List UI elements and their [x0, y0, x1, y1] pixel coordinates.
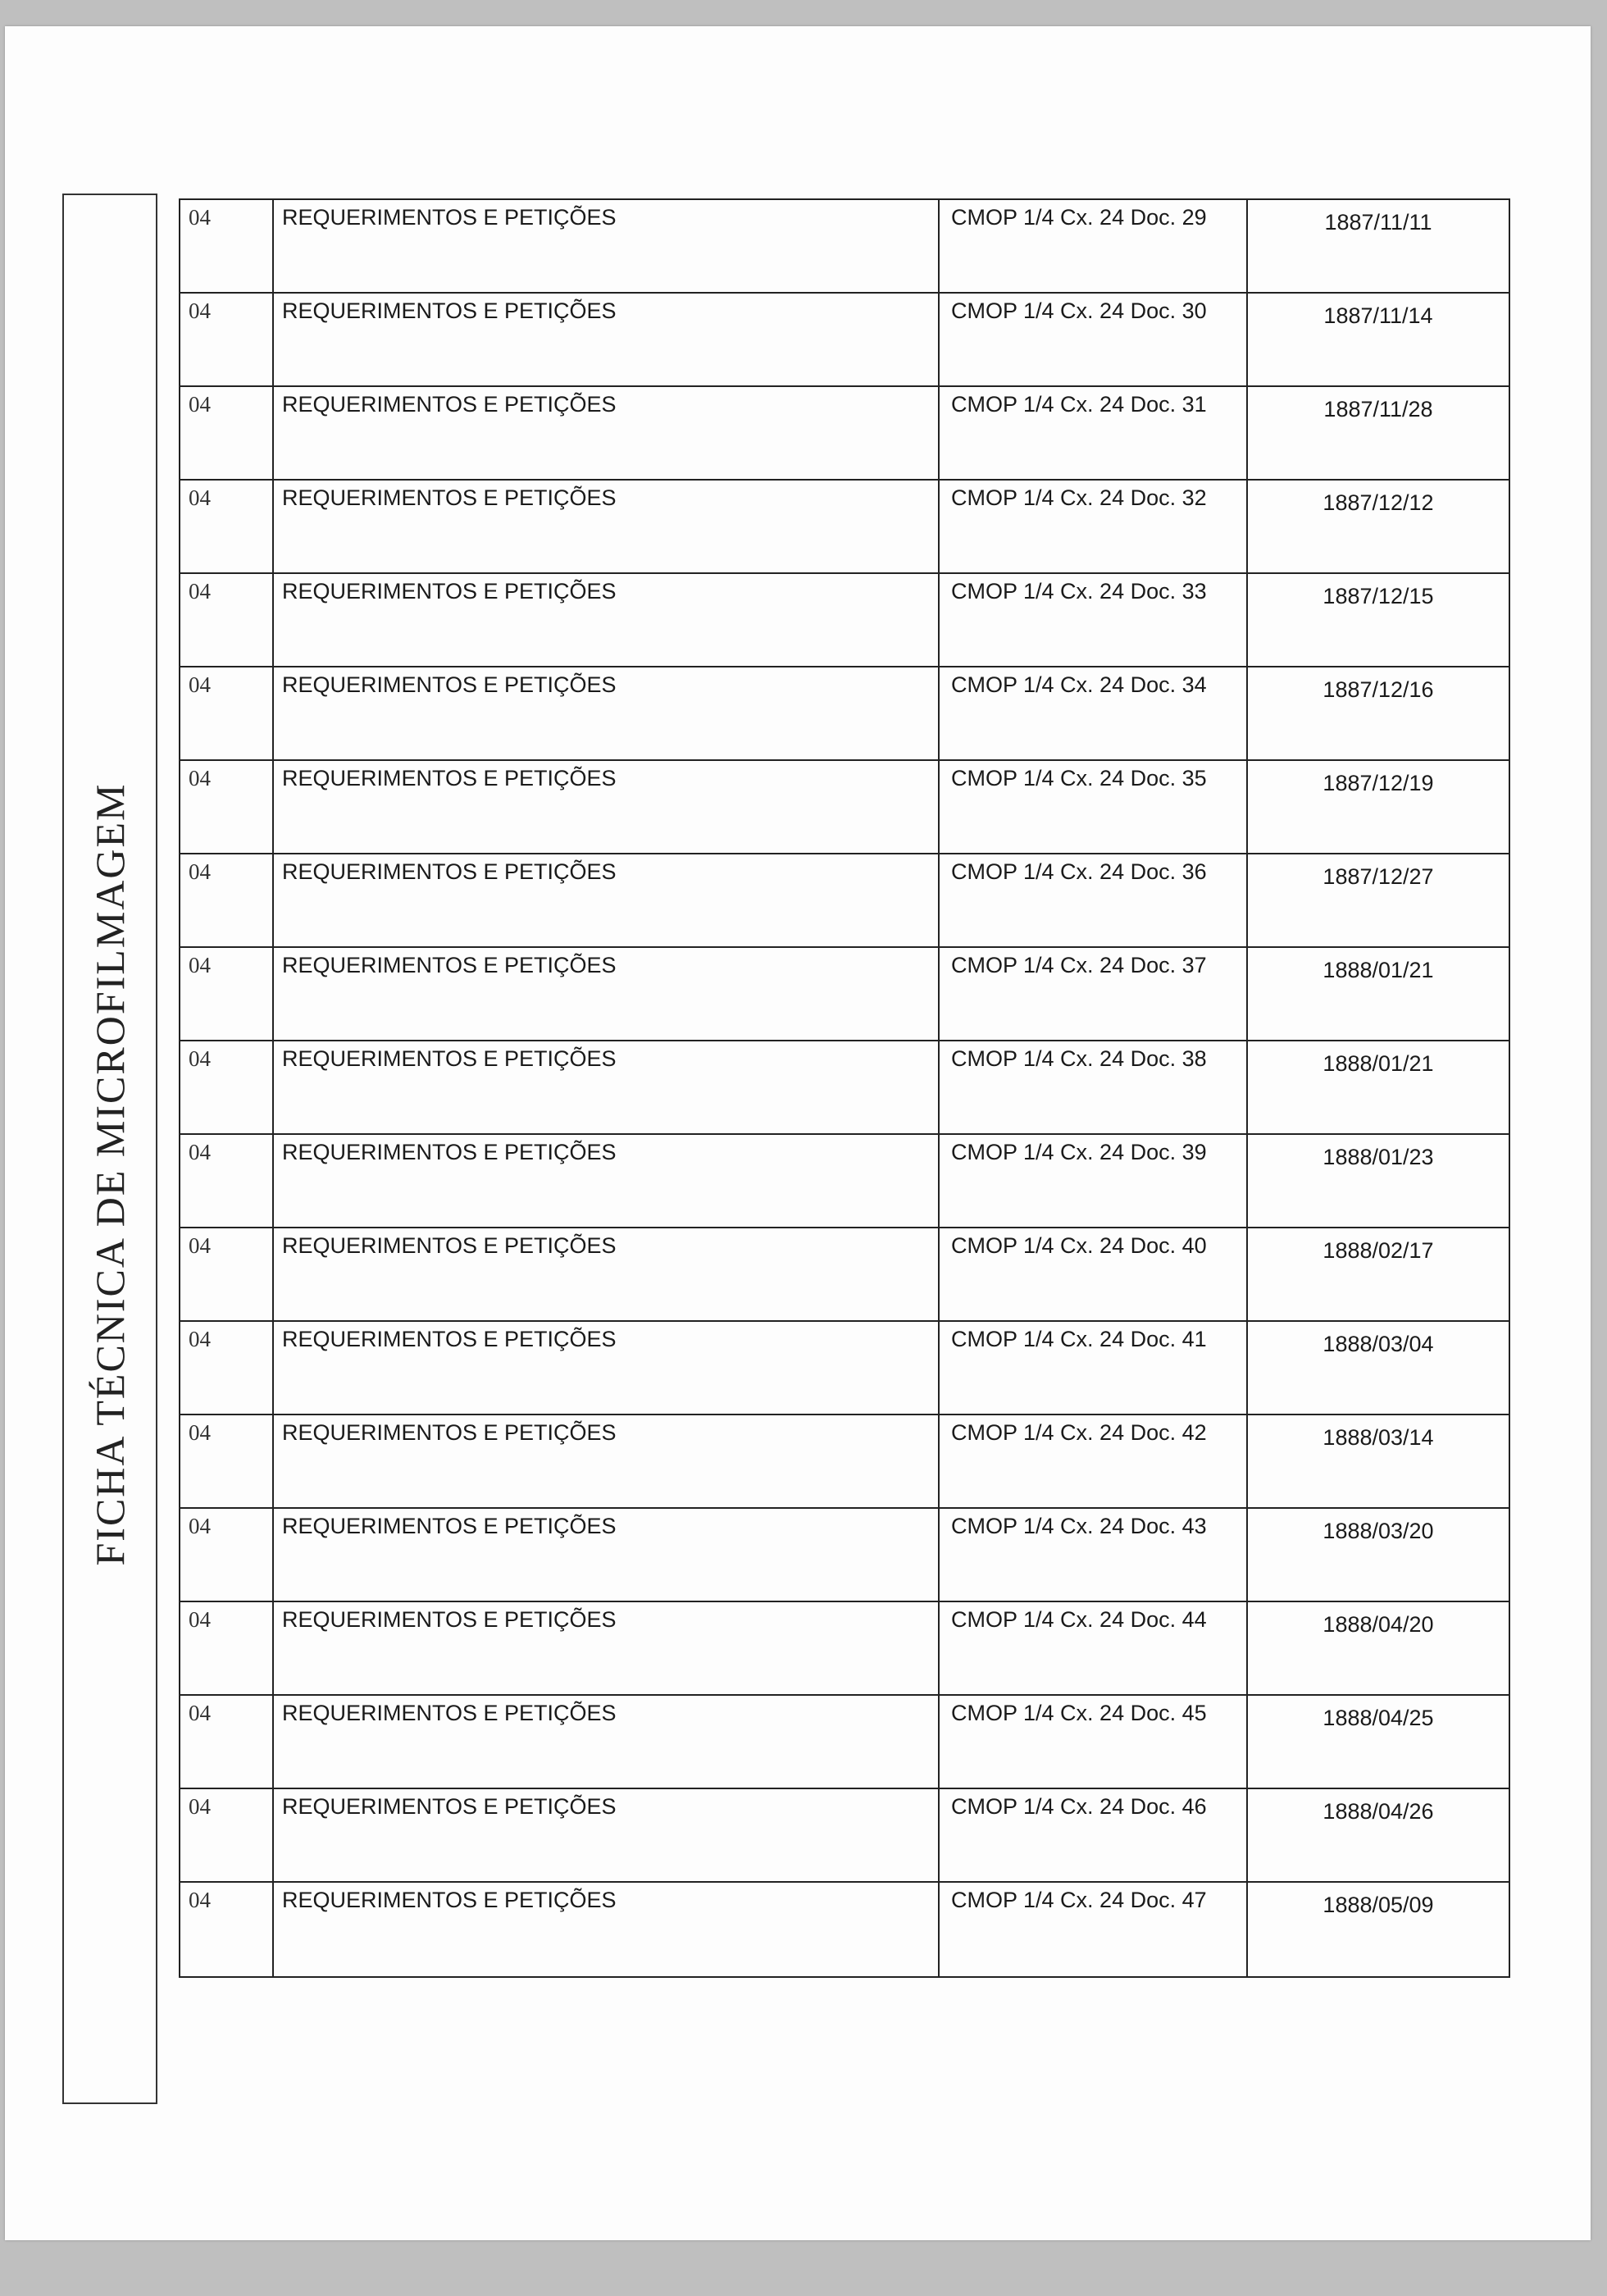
date-cell: 1887/12/27: [1322, 864, 1434, 889]
document-page: [5, 26, 1591, 2240]
series-cell: 04: [180, 481, 274, 572]
reference-cell: CMOP 1/4 Cx. 24 Doc. 40: [940, 1228, 1248, 1320]
table-row: [180, 1322, 1509, 1415]
date-cell: 1888/03/20: [1322, 1519, 1434, 1543]
date-cell: 1888/03/14: [1322, 1425, 1434, 1450]
table-row: [180, 761, 1509, 854]
series-cell: 04: [180, 854, 274, 946]
table-row: [180, 481, 1509, 574]
title-cell: REQUERIMENTOS E PETIÇÕES: [274, 1883, 940, 1976]
title-cell: REQUERIMENTOS E PETIÇÕES: [274, 1602, 940, 1694]
date-cell: 1888/04/25: [1322, 1706, 1434, 1730]
series-cell: 04: [180, 1509, 274, 1601]
series-cell: 04: [180, 1322, 274, 1414]
date-cell: 1888/04/26: [1322, 1799, 1434, 1824]
series-cell: 04: [180, 574, 274, 666]
reference-cell: CMOP 1/4 Cx. 24 Doc. 36: [940, 854, 1248, 946]
title-cell: REQUERIMENTOS E PETIÇÕES: [274, 761, 940, 853]
table-row: [180, 1415, 1509, 1509]
table-row: [180, 667, 1509, 761]
series-cell: 04: [180, 1696, 274, 1788]
table-row: [180, 1602, 1509, 1696]
title-cell: REQUERIMENTOS E PETIÇÕES: [274, 1322, 940, 1414]
records-table: [179, 198, 1510, 1978]
series-cell: 04: [180, 761, 274, 853]
reference-cell: CMOP 1/4 Cx. 24 Doc. 35: [940, 761, 1248, 853]
table-row: [180, 1228, 1509, 1322]
title-cell: REQUERIMENTOS E PETIÇÕES: [274, 1135, 940, 1227]
series-cell: 04: [180, 1041, 274, 1133]
table-row: [180, 1509, 1509, 1602]
table-row: [180, 387, 1509, 481]
date-cell: 1887/12/12: [1322, 490, 1434, 515]
table-row: [180, 854, 1509, 948]
table-row: [180, 574, 1509, 667]
date-cell: 1887/11/28: [1323, 397, 1433, 421]
reference-cell: CMOP 1/4 Cx. 24 Doc. 31: [940, 387, 1248, 479]
reference-cell: CMOP 1/4 Cx. 24 Doc. 45: [940, 1696, 1248, 1788]
date-cell: 1888/03/04: [1322, 1332, 1434, 1356]
reference-cell: CMOP 1/4 Cx. 24 Doc. 34: [940, 667, 1248, 759]
table-row: [180, 1789, 1509, 1883]
series-cell: 04: [180, 1228, 274, 1320]
reference-cell: CMOP 1/4 Cx. 24 Doc. 32: [940, 481, 1248, 572]
title-cell: REQUERIMENTOS E PETIÇÕES: [274, 1228, 940, 1320]
date-cell: 1887/11/11: [1324, 210, 1432, 235]
date-cell: 1888/04/20: [1322, 1612, 1434, 1637]
reference-cell: CMOP 1/4 Cx. 24 Doc. 39: [940, 1135, 1248, 1227]
title-cell: REQUERIMENTOS E PETIÇÕES: [274, 1415, 940, 1507]
table-row: [180, 1883, 1509, 1976]
title-cell: REQUERIMENTOS E PETIÇÕES: [274, 200, 940, 292]
table-row: [180, 948, 1509, 1041]
reference-cell: CMOP 1/4 Cx. 24 Doc. 44: [940, 1602, 1248, 1694]
date-cell: 1887/11/14: [1323, 303, 1433, 328]
date-cell: 1888/05/09: [1322, 1893, 1434, 1917]
date-cell: 1888/02/17: [1322, 1238, 1434, 1263]
series-cell: 04: [180, 948, 274, 1040]
series-cell: 04: [180, 667, 274, 759]
table-row: [180, 294, 1509, 387]
reference-cell: CMOP 1/4 Cx. 24 Doc. 30: [940, 294, 1248, 385]
table-row: [180, 1135, 1509, 1228]
date-cell: 1888/01/21: [1322, 958, 1434, 982]
title-cell: REQUERIMENTOS E PETIÇÕES: [274, 854, 940, 946]
series-cell: 04: [180, 1789, 274, 1881]
reference-cell: CMOP 1/4 Cx. 24 Doc. 46: [940, 1789, 1248, 1881]
series-cell: 04: [180, 1602, 274, 1694]
series-cell: 04: [180, 1135, 274, 1227]
title-cell: REQUERIMENTOS E PETIÇÕES: [274, 1789, 940, 1881]
title-cell: REQUERIMENTOS E PETIÇÕES: [274, 574, 940, 666]
table-row: [180, 200, 1509, 294]
reference-cell: CMOP 1/4 Cx. 24 Doc. 42: [940, 1415, 1248, 1507]
table-row: [180, 1696, 1509, 1789]
title-cell: REQUERIMENTOS E PETIÇÕES: [274, 387, 940, 479]
series-cell: 04: [180, 1883, 274, 1976]
series-cell: 04: [180, 1415, 274, 1507]
title-cell: REQUERIMENTOS E PETIÇÕES: [274, 667, 940, 759]
table-row: [180, 1041, 1509, 1135]
reference-cell: CMOP 1/4 Cx. 24 Doc. 47: [940, 1883, 1248, 1976]
side-title: FICHA TÉCNICA DE MICROFILMAGEM: [87, 782, 133, 1566]
date-cell: 1887/12/19: [1322, 771, 1434, 795]
date-cell: 1887/12/16: [1322, 677, 1434, 702]
title-cell: REQUERIMENTOS E PETIÇÕES: [274, 1696, 940, 1788]
title-cell: REQUERIMENTOS E PETIÇÕES: [274, 1509, 940, 1601]
date-cell: 1888/01/21: [1322, 1051, 1434, 1076]
reference-cell: CMOP 1/4 Cx. 24 Doc. 43: [940, 1509, 1248, 1601]
series-cell: 04: [180, 200, 274, 292]
title-cell: REQUERIMENTOS E PETIÇÕES: [274, 948, 940, 1040]
series-cell: 04: [180, 387, 274, 479]
date-cell: 1888/01/23: [1322, 1145, 1434, 1169]
reference-cell: CMOP 1/4 Cx. 24 Doc. 41: [940, 1322, 1248, 1414]
title-cell: REQUERIMENTOS E PETIÇÕES: [274, 481, 940, 572]
date-cell: 1887/12/15: [1322, 584, 1434, 608]
title-cell: REQUERIMENTOS E PETIÇÕES: [274, 1041, 940, 1133]
reference-cell: CMOP 1/4 Cx. 24 Doc. 33: [940, 574, 1248, 666]
reference-cell: CMOP 1/4 Cx. 24 Doc. 38: [940, 1041, 1248, 1133]
series-cell: 04: [180, 294, 274, 385]
reference-cell: CMOP 1/4 Cx. 24 Doc. 29: [940, 200, 1248, 292]
reference-cell: CMOP 1/4 Cx. 24 Doc. 37: [940, 948, 1248, 1040]
title-cell: REQUERIMENTOS E PETIÇÕES: [274, 294, 940, 385]
